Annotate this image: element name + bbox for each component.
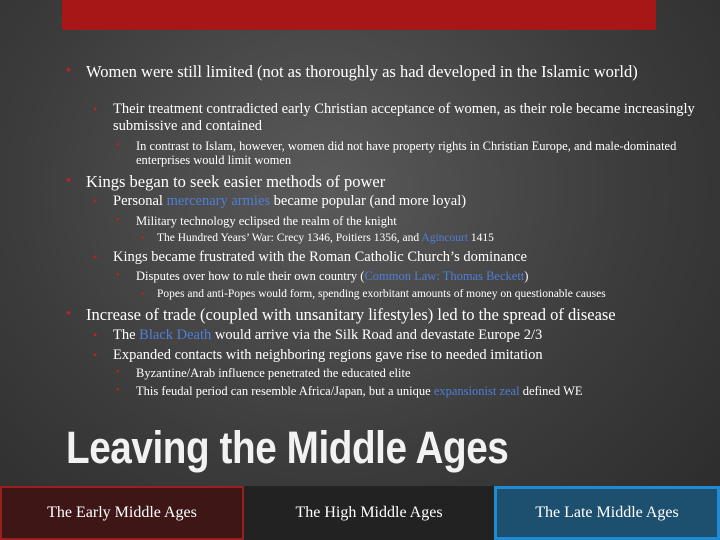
bullet-dot: • [66,63,72,79]
bullet-dot: • [116,215,120,226]
bullet-contacts: • Expanded contacts with neighboring regions gave rise to needed imitation [93,347,543,363]
bullet-dot: • [93,194,98,208]
bullet-kings-church: • Kings became frustrated with the Roman Catholic Church’s dominance [93,249,527,265]
bullet-black-death: • The Black Death would arrive via the Silk Road and devastate Europe 2/3 [93,327,543,343]
nav-late-label: The Late Middle Ages [535,504,679,521]
bullet-dot: • [93,102,98,116]
bullet-dot: • [141,289,145,299]
bullet-dot: • [93,250,98,264]
nav-high-middle-ages-button[interactable] [244,486,494,540]
agincourt-link[interactable]: Agincourt [421,232,469,244]
bullet-military-tech: • Military technology eclipsed the realm of the knight [116,214,397,228]
expansionist-zeal-link[interactable]: expansionist zeal [433,384,520,398]
bullet-dot: • [116,140,120,151]
nav-late-middle-ages-button[interactable] [494,486,720,540]
bullet-property-rights: • In contrast to Islam, however, women did not have property rights in Christian Europe, and male-dominated enterprises would limit women [116,139,677,167]
bullet-trade: • Increase of trade (coupled with unsanitary lifestyles) led to the spread of disease [66,305,616,324]
bullet-dot: • [116,270,120,281]
nav-high-label: The High Middle Ages [295,504,443,521]
black-death-link[interactable]: Black Death [139,327,212,343]
bullet-kings: • Kings began to seek easier methods of power [66,172,386,191]
bullet-dot: • [141,233,145,243]
bullet-women: • Women were still limited (not as thoroughly as had developed in the Islamic world) [66,62,638,81]
nav-early-middle-ages-button[interactable] [0,486,244,540]
bullet-dot: • [93,328,98,342]
bullet-dot: • [116,367,120,378]
bullet-dot: • [116,385,120,396]
bullet-dot: • [93,348,98,362]
bullet-dot: • [66,306,72,322]
bullet-popes: • Popes and anti-Popes would form, spending exorbitant amounts of money on questionable causes [141,288,606,300]
bullet-hundred-years: • The Hundred Years’ War: Crecy 1346, Poitiers 1356, and Agincourt 1415 [141,232,494,244]
bullet-treatment: • Their treatment contradicted early Christian acceptance of women, as their role became increasingly submissive and contained [93,101,695,134]
bullet-byzantine: • Byzantine/Arab influence penetrated the educated elite [116,366,411,380]
nav-early-label: The Early Middle Ages [47,504,197,521]
mercenary-armies-link[interactable]: mercenary armies [166,193,271,209]
bullet-dot: • [66,173,72,189]
bullet-feudal: • This feudal period can resemble Africa/Japan, but a unique expansionist zeal defined WE [116,384,583,398]
bullet-mercenary: • Personal mercenary armies became popular (and more loyal) [93,193,467,209]
common-law-link[interactable]: Common Law [364,269,437,283]
bullet-disputes: • Disputes over how to rule their own country (Common Law: Thomas Beckett) [116,269,529,283]
slide-title: Leaving the Middle Ages [66,422,509,473]
thomas-beckett-link[interactable]: Thomas Beckett [442,269,525,283]
